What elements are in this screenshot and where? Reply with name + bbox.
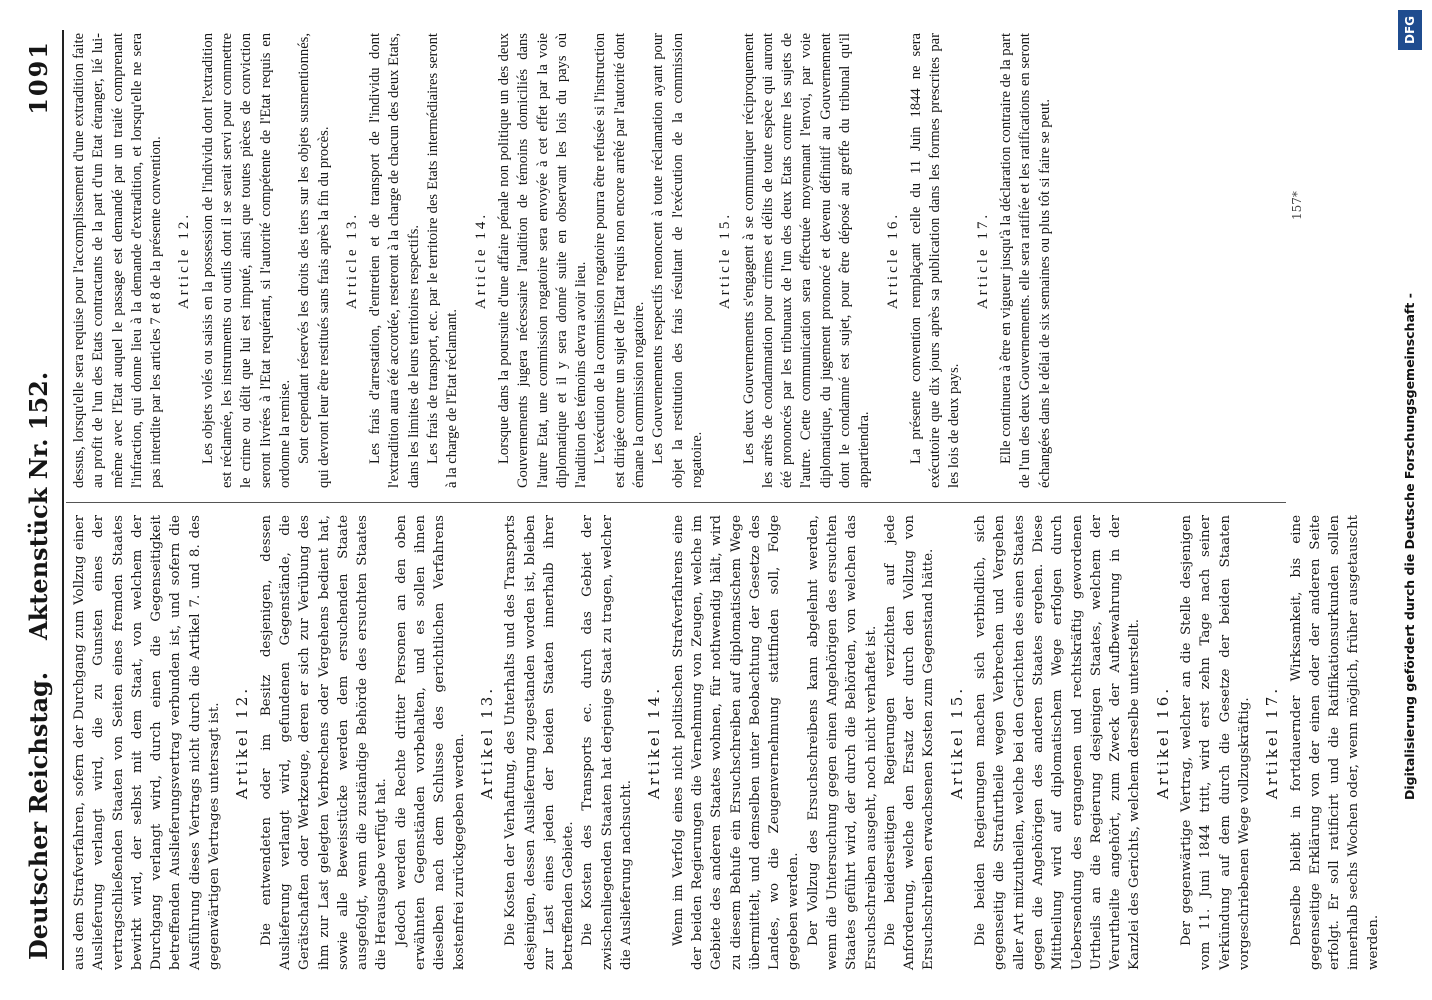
paragraph: Wenn im Verfolg eines nicht politischen Strafverfahrens eine der beiden Regierungen die Vernehmung von Zeugen, welche im Gebiete des anderen Staates wohnen, für nothwendig hält, wird zu diesem Behufe ein Ersuchschreiben auf diplomatischem Wege übermittelt, und demselben unter Beobachtung der Gesetze des Landes, wo die Zeugenvernehmung stattfinden soll, Folge gegeben werden. <box>670 515 802 970</box>
article-heading: Article 16. <box>884 211 901 310</box>
article-heading: Artikel 12. <box>233 685 252 800</box>
paragraph: Les frais de transport, etc. par le territoire des Etats intermédiaires seront à la charge de l'Etat réclamant. <box>425 33 461 488</box>
dfg-logo: DFG <box>1398 10 1422 50</box>
article-heading: Artikel 14. <box>645 685 664 800</box>
article-heading: Artikel 17. <box>1263 685 1282 800</box>
paragraph: Jedoch werden die Rechte dritter Personen an den oben erwähnten Gegenständen vorbehalten, und es sollen ihnen dieselben nach dem Schlusse des gerichtlichen Verfahrens kostenfrei zurückgegeben werden. <box>393 515 467 970</box>
paragraph: Les Gouvernements respectifs renoncent à toute réclamation ayant pour objet la restitution des frais résultant de l'exécution de la commission rogatoire. <box>650 33 705 488</box>
paragraph: Les frais d'arrestation, d'entretien et de transport de l'individu dont l'extradition aura été accordée, resteront à la charge de chacun des deux Etats, dans les limites de leurs territoires respectifs. <box>367 33 422 488</box>
paragraph: dessus, lorsqu'elle sera requise pour l'accomplissement d'une extradition faite au profit de l'un des Etats contractants de la part d'un Etat étranger, lié lui-même avec l'Etat auquel le passage est demandé par un traité comprenant l'infraction, qui donne lieu à la demande d'extradition, et lorsqu'elle ne sera pas interdite par les articles 7 et 8 de la présente convention. <box>71 33 165 488</box>
article-heading: Article 15. <box>717 211 734 310</box>
paragraph: Der gegenwärtige Vertrag, welcher an die Stelle desjenigen vom 11. Juni 1844 tritt, wird erst zehn Tage nach seiner Verkündung auf dem durch die Gesetze der beiden Staaten vorgeschriebenen Wege vollzugskräftig. <box>1179 515 1252 970</box>
article-heading: Artikel 15. <box>947 685 966 800</box>
article-heading: Artikel 16. <box>1153 685 1172 800</box>
header-page-number: 1091 <box>24 40 53 115</box>
german-text-column <box>70 515 1383 970</box>
header-publication: Deutscher Reichstag. <box>24 671 53 960</box>
paragraph: Elle continuera à être en vigueur jusqu'à la déclaration contraire de la part de l'un des deux Gouvernements. elle sera ratifiée et les ratifications en seront échangées dans le délai de six semaines ou plus tôt si faire se peut. <box>998 33 1053 488</box>
article-heading: Article 14. <box>472 211 489 310</box>
header-rule <box>62 30 64 970</box>
paragraph: Lorsque dans la poursuite d'une affaire pénale non politique un des deux Gouvernements jugera nécessaire l'audition de témoins domiciliés dans l'autre Etat, une commission rogatoire sera envoyée à cet effet par la voie diplomatique et il y sera donné suite en observant les lois du pays où l'audition des témoins devra avoir lieu. <box>495 33 590 488</box>
digitization-sidebar <box>1392 0 1432 1000</box>
french-text-column <box>70 33 1055 488</box>
header-document-number: Aktenstück Nr. 152. <box>24 371 53 640</box>
paragraph: L'exécution de la commission rogatoire pourra être refusée si l'instruction est dirigée contre un sujet de l'Etat requis non encore arrêté par l'autorité dont émane la commission rogatoire. <box>592 33 648 488</box>
paragraph: Die Kosten der Verhaftung, des Unterhalts und des Transports desjenigen, dessen Auslieferung zugestanden worden ist, bleiben zur Last eines jeden der beiden Staaten innerhalb ihrer betreffenden Gebiete. <box>503 515 577 970</box>
paragraph: Les objets volés ou saisis en la possession de l'individu dont l'extradition est réclamée, les instruments ou outils dont il se serait servi pour commettre le crime ou délit que lui est imputé, ainsi que toutes pièces de conviction seront livrées à l'Etat requérant, si l'autorité compétente de l'Etat requis en ordonne la remise. <box>199 33 293 488</box>
paragraph: Die entwendeten oder im Besitz desjenigen, dessen Auslieferung verlangt wird, gefundenen Gegenstände, die Gerätschaften oder Werkzeuge, deren er sich zur Verübung des ihm zur Last gelegten Verbrechens oder Vergehens bedient hat, sowie alle Beweisstücke werden dem ersuchenden Staate ausgefolgt, wenn die zuständige Behörde des ersuchten Staates die Herausgabe verfügt hat. <box>258 515 390 970</box>
article-heading: Article 12. <box>176 211 193 310</box>
article-heading: Article 17. <box>974 211 991 310</box>
paragraph: Die beiderseitigen Regierungen verzichten auf jede Anforderung, welche den Ersatz der durch den Vollzug von Ersuchschreiben erwachsenen Kosten zum Gegenstand hätte. <box>882 515 937 970</box>
article-heading: Article 13. <box>343 211 360 310</box>
paragraph: Derselbe bleibt in fortdauernder Wirksamkeit, bis eine gegenseitige Erklärung von der einen oder der anderen Seite erfolgt. Er soll ratificirt und die Ratifikationsurkunden sollen innerhalb sechs Wochen oder, wenn möglich, früher ausgetauscht werden. <box>1288 515 1381 970</box>
column-divider <box>66 502 1286 503</box>
paragraph: aus dem Strafverfahren, sofern der Durchgang zum Vollzug einer Auslieferung verlangt wird, die zu Gunsten eines der vertragschließenden Staaten von Seiten eines fremden Staates bewirkt wird, der selbst mit dem Staat, von welchem der Durchgang verlangt wird, durch einen die Gegenseitigkeit betreffenden Auslieferungsvertrag verbunden ist, und sofern die Ausführung dieses Vertrags nicht durch die Artikel 7. und 8. des gegenwärtigen Vertrages untersagt ist. <box>72 515 223 970</box>
article-heading: Artikel 13. <box>477 685 496 800</box>
paragraph: Les deux Gouvernements s'engagent à se communiquer réciproquement les arrêts de condamnation pour crimes et délits de toute espèce qui auront été prononcés par les tribunaux de l'un des deux Etats contre les sujets de l'autre. Cette communication sera effectuée moyennant l'envoi, par voie diplomatique, du jugement prononcé et devenu définitif au Gouvernement dont le condamné est sujet, pour être déposé au greffe du tribunal qu'il appartiendra. <box>740 33 873 488</box>
paragraph: La présente convention remplaçant celle du 11 Juin 1844 ne sera exécutoire que dix jours après sa publication dans les formes prescrites par les lois de deux pays. <box>907 33 963 488</box>
page-header <box>20 30 60 970</box>
paragraph: Die Kosten des Transports ec. durch das Gebiet der zwischenliegenden Staaten hat derjenige Staat zu tragen, welcher die Auslieferung nachsucht. <box>580 515 635 970</box>
digitization-credit: Digitalisierung gefördert durch die Deutsche Forschungsgemeinschaft - <box>1402 293 1417 800</box>
signature-mark: 157* <box>1290 191 1304 220</box>
paragraph: Die beiden Regierungen machen sich verbindlich, sich gegenseitig die Strafurtheile wegen Verbrechen und Vergehen aller Art mitzutheilen, welche bei den Gerichten des einen Staates gegen die Angehörigen des anderen Staates ergehen. Diese Mittheilung wird auf diplomatischem Wege erfolgen durch Uebersendung des ergangenen und rechtskräftig gewordenen Urtheils an die Regierung desjenigen Staates, welchem der Verurtheilte angehört, zum Zweck der Aufbewahrung in der Kanzlei des Gerichts, welchem derselbe unterstellt. <box>973 515 1143 970</box>
paragraph: Sont cependant réservés les droits des tiers sur les objets susmentionnés, qui devront leur être restitués sans frais après la fin du procès. <box>296 33 332 488</box>
paragraph: Der Vollzug des Ersuchschreibens kann abgelehnt werden, wenn die Untersuchung gegen einen Angehörigen des ersuchten Staates geführt wird, der durch die Behörden, von welchen das Ersuchschreiben ausgeht, noch nicht verhaftet ist. <box>805 515 879 970</box>
